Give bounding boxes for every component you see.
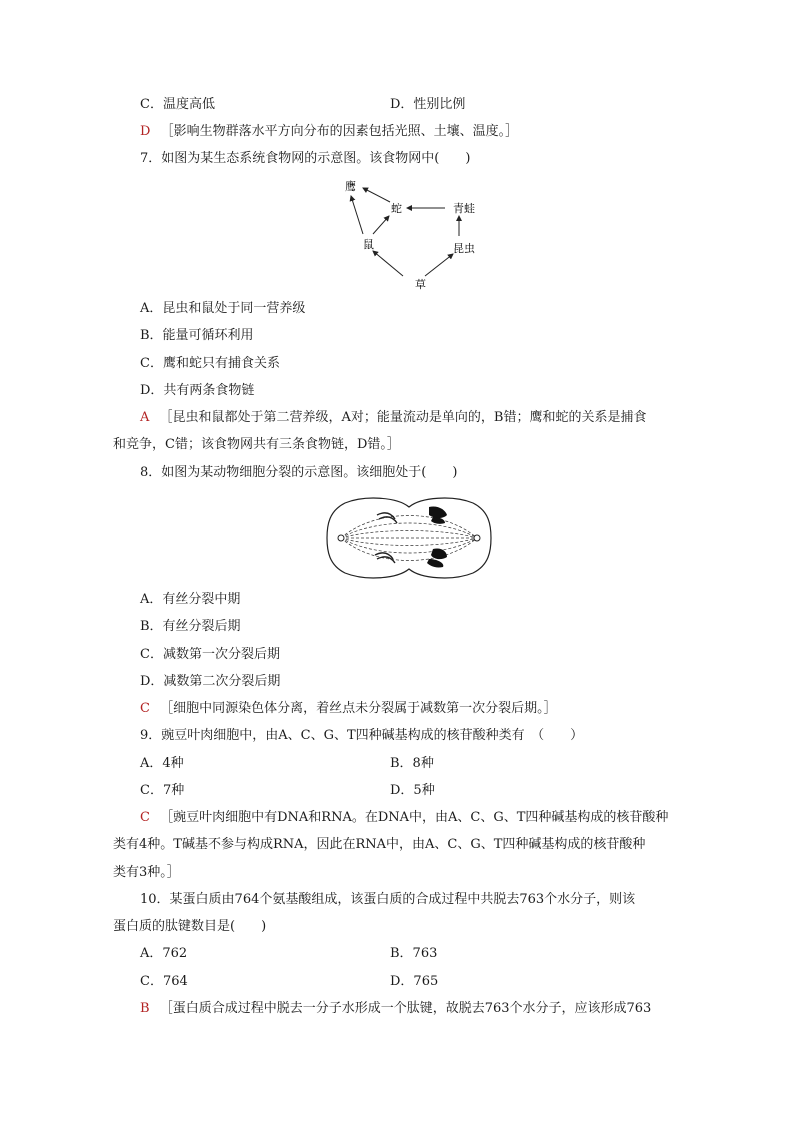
- q8-answer: [140, 700, 557, 718]
- q8-option-a: A．有丝分裂中期: [140, 592, 241, 607]
- arrow-mouse-eagle: [351, 196, 363, 234]
- q9-option-c: C．7种: [140, 783, 185, 798]
- spindle-fibers: [341, 516, 477, 561]
- answer-letter: C: [140, 701, 150, 716]
- q8-stem: 8．如图为某动物细胞分裂的示意图。该细胞处于( ): [140, 465, 458, 480]
- q8-option-d: D．减数第二次分裂后期: [140, 674, 281, 689]
- answer-letter: C: [140, 810, 150, 825]
- answer-letter: A: [140, 410, 150, 425]
- food-web-figure: [335, 176, 485, 294]
- arrow-grass-insect: [425, 254, 453, 276]
- node-frog: 青蛙: [453, 202, 475, 215]
- q7-option-d: D．共有两条食物链: [140, 383, 255, 398]
- q10-option-a: A．762: [140, 946, 188, 961]
- q9-answer-cont-1: 类有4种。T碱基不参与构成RNA，因此在RNA中，由A、C、G、T四种碱基构成的核苷酸种: [113, 837, 646, 852]
- node-eagle: 鹰: [345, 180, 356, 193]
- q9-stem: 9．豌豆叶肉细胞中，由A、C、G、T四种碱基构成的核苷酸种类有 （ ）: [140, 728, 584, 743]
- answer-explanation: ［蛋白质合成过程中脱去一分子水形成一个肽键，故脱去763个水分子，应该形成763: [159, 1001, 652, 1016]
- chromosome-group-lower-left: [375, 553, 395, 563]
- answer-explanation: ［细胞中同源染色体分离，着丝点未分裂属于减数第一次分裂后期。］: [160, 701, 557, 716]
- chromosome-group-lower-right: [427, 548, 447, 567]
- arrow-grass-mouse: [373, 251, 403, 276]
- node-snake: 蛇: [391, 202, 402, 215]
- q6-option-d: D．性别比例: [390, 97, 466, 112]
- arrow-snake-eagle: [363, 188, 390, 202]
- q10-option-c: C．764: [140, 974, 188, 989]
- q7-option-a: A．昆虫和鼠处于同一营养级: [140, 301, 306, 316]
- cell-division-figure: [325, 493, 493, 583]
- right-centrosome: [474, 535, 480, 541]
- answer-letter: D: [140, 124, 151, 139]
- q8-option-b: B．有丝分裂后期: [140, 619, 241, 634]
- q7-option-b: B．能量可循环利用: [140, 328, 254, 343]
- q7-answer-cont: 和竞争，C错；该食物网共有三条食物链，D错。］: [113, 437, 400, 452]
- answer-letter: B: [140, 1001, 150, 1016]
- answer-explanation: ［豌豆叶肉细胞中有DNA和RNA。在DNA中，由A、C、G、T四种碱基构成的核苷酸种: [160, 810, 669, 825]
- q10-option-d: D．765: [390, 974, 439, 989]
- chromosome-group-upper-right: [429, 506, 447, 523]
- left-centrosome: [338, 535, 344, 541]
- answer-explanation: ［昆虫和鼠都处于第二营养级，A对；能量流动是单向的，B错；鹰和蛇的关系是捕食: [159, 410, 647, 425]
- q10-stem-cont: 蛋白质的肽键数目是( ): [113, 919, 267, 934]
- node-grass: 草: [415, 278, 426, 291]
- q9-answer: [140, 809, 668, 827]
- q10-option-b: B．763: [390, 946, 438, 961]
- q6-option-c: C．温度高低: [140, 97, 215, 112]
- node-mouse: 鼠: [363, 238, 374, 251]
- q10-answer: [140, 1000, 651, 1018]
- q10-stem: 10．某蛋白质由764个氨基酸组成，该蛋白质的合成过程中共脱去763个水分子，则该: [140, 892, 636, 907]
- q7-stem: 7．如图为某生态系统食物网的示意图。该食物网中( ): [140, 151, 471, 166]
- q8-option-c: C．减数第一次分裂后期: [140, 647, 280, 662]
- q9-option-d: D．5种: [390, 783, 435, 798]
- q7-option-c: C．鹰和蛇只有捕食关系: [140, 356, 280, 371]
- q9-option-a: A．4种: [140, 756, 184, 771]
- node-insect: 昆虫: [453, 242, 475, 255]
- q7-answer: [140, 409, 646, 427]
- answer-explanation: ［影响生物群落水平方向分布的因素包括光照、土壤、温度。］: [160, 124, 519, 139]
- q6-answer: [140, 123, 518, 141]
- q9-answer-cont-2: 类有3种。］: [113, 865, 180, 880]
- q9-option-b: B．8种: [390, 756, 434, 771]
- arrow-mouse-snake: [373, 216, 389, 234]
- chromosome-group-upper-left: [377, 513, 397, 523]
